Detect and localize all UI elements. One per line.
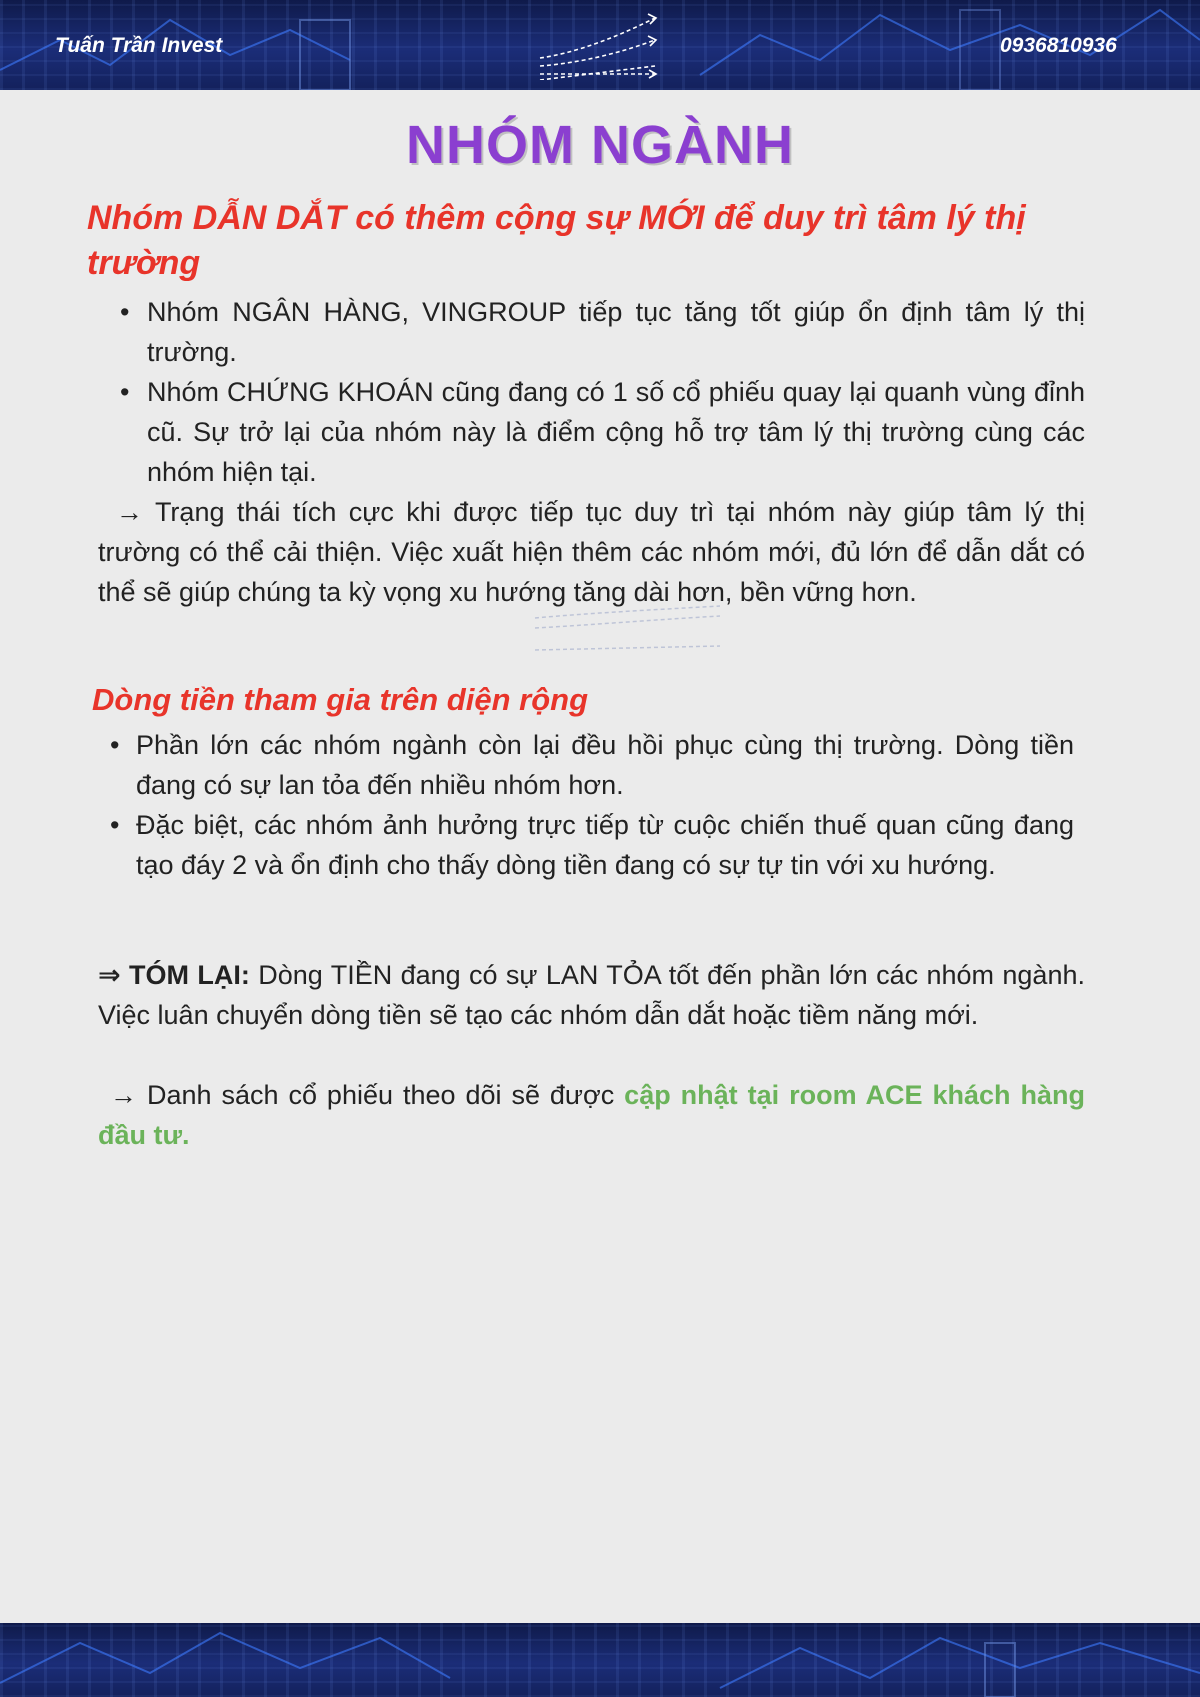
section2-bullet-1: Phần lớn các nhóm ngành còn lại đều hồi phục cùng thị trường. Dòng tiền đang có sự lan tỏa đến nhiều nhóm hơn. — [136, 730, 1074, 800]
section1-conclusion: → Trạng thái tích cực khi được tiếp tục duy trì tại nhóm này giúp tâm lý thị trường có thể cải thiện. Việc xuất hiện thêm các nhóm mới, đủ lớn để dẫn dắt có thể sẽ giúp chúng ta kỳ vọng xu hướng tăng dài hơn, bền vững hơn. — [98, 497, 1085, 607]
bullet-dot: • — [110, 810, 120, 840]
section2-heading: Dòng tiền tham gia trên diện rộng — [92, 682, 588, 717]
summary-note-prefix: → Danh sách cổ phiếu theo dõi sẽ được — [110, 1080, 625, 1110]
footer-band — [0, 1623, 1200, 1697]
summary-label: TÓM LẠI: — [129, 960, 250, 990]
trend-arrows-watermark-icon — [530, 598, 730, 658]
summary-arrow: ⇒ — [98, 960, 121, 990]
section2-bullet-2: Đặc biệt, các nhóm ảnh hưởng trực tiếp từ cuộc chiến thuế quan cũng đang tạo đáy 2 và ổn định cho thấy dòng tiền đang có sự tự tin với xu hướng. — [136, 810, 1074, 880]
phone-number: 0936810936 — [1000, 34, 1117, 57]
section1-bullet-1: Nhóm NGÂN HÀNG, VINGROUP tiếp tục tăng tốt giúp ổn định tâm lý thị trường. — [147, 297, 1085, 367]
summary-text: Dòng TIỀN đang có sự LAN TỎA tốt đến phần lớn các nhóm ngành. Việc luân chuyển dòng tiền sẽ tạo các nhóm dẫn dắt hoặc tiềm năng mới. — [98, 960, 1085, 1030]
summary-note-highlight: cập nhật tại room ACE khách hàng đầu tư. — [98, 1080, 1085, 1150]
brand-name: Tuấn Trần Invest — [55, 34, 223, 57]
section1-bullet-2: Nhóm CHỨNG KHOÁN cũng đang có 1 số cổ phiếu quay lại quanh vùng đỉnh cũ. Sự trở lại của nhóm này là điểm cộng hỗ trợ tâm lý thị trường cùng các nhóm hiện tại. — [147, 377, 1085, 487]
header-band — [0, 0, 1200, 90]
summary-paragraph — [98, 955, 1085, 1035]
bullet-dot: • — [110, 730, 120, 760]
section1-heading: Nhóm DẪN DẮT có thêm cộng sự MỚI để duy trì tâm lý thị trường — [87, 199, 1026, 282]
bullet-dot: • — [120, 297, 130, 327]
city-chart-background — [0, 1623, 1200, 1697]
bullet-dot: • — [120, 377, 130, 407]
page-title: NHÓM NGÀNH — [406, 115, 794, 175]
trend-arrows-icon — [535, 8, 665, 80]
summary-note — [98, 1075, 1085, 1155]
